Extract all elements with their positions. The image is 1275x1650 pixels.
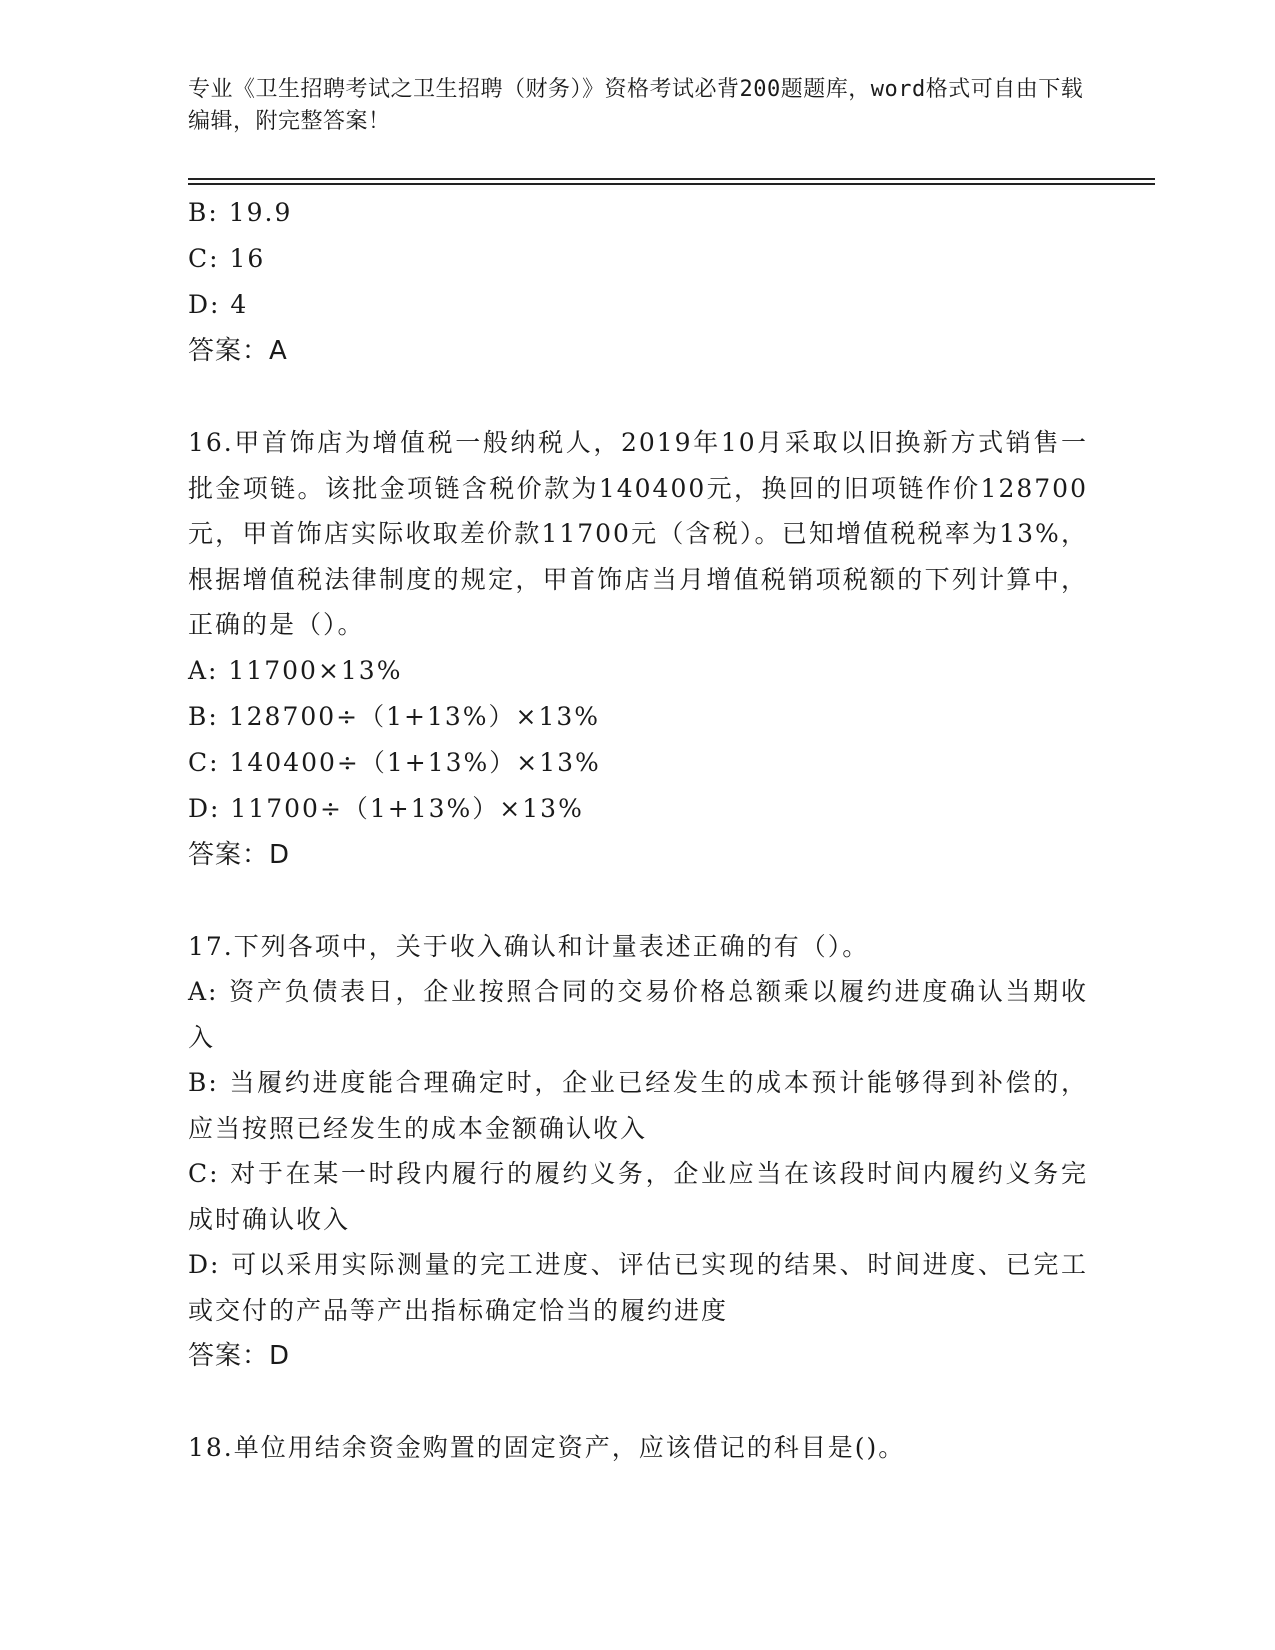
option-d: D: 可以采用实际测量的完工进度、评估已实现的结果、时间进度、已完工或交付的产品等产出指标确定恰当的履约进度 [188, 1250, 1088, 1325]
option-c: C: 140400÷（1+13%）×13% [188, 747, 601, 777]
question-17 [188, 924, 1088, 1380]
header-rule-top [188, 178, 1155, 180]
option-a: A: 11700×13% [188, 655, 403, 685]
question-content [188, 190, 1088, 1471]
question-text: 17.下列各项中，关于收入确认和计量表述正确的有（）。 [188, 931, 870, 961]
option-a: A: 资产负债表日，企业按照合同的交易价格总额乘以履约进度确认当期收入 [188, 977, 1088, 1052]
header-rule-bottom [188, 183, 1155, 185]
option-b: B: 128700÷（1+13%）×13% [188, 701, 601, 731]
option-c: C: 16 [188, 244, 266, 273]
question-16 [188, 420, 1088, 878]
question-text: 16.甲首饰店为增值税一般纳税人，2019年10月采取以旧换新方式销售一批金项链。该批金项链含税价款为140400元，换回的旧项链作价128700元，甲首饰店实际收取差价款11700元（含税）。已知增值税税率为13%，根据增值税法律制度的规定，甲首饰店当月增值税销项税额的下列计算中，正确的是（）。 [188, 428, 1088, 639]
option-b: B: 19.9 [188, 198, 293, 227]
option-b: B: 当履约进度能合理确定时，企业已经发生的成本预计能够得到补偿的，应当按照已经发生的成本金额确认收入 [188, 1068, 1088, 1143]
header-title: 专业《卫生招聘考试之卫生招聘（财务）》资格考试必背200题题库，word格式可自由下载编辑，附完整答案！ [188, 77, 1084, 134]
answer-line: 答案：A [188, 336, 288, 366]
option-c: C: 对于在某一时段内履行的履约义务，企业应当在该段时间内履约义务完成时确认收入 [188, 1159, 1088, 1234]
answer-line: 答案：D [188, 1341, 291, 1371]
document-header [188, 74, 1088, 138]
option-d: D: 11700÷（1+13%）×13% [188, 793, 584, 823]
question-18 [188, 1425, 1088, 1471]
question-text: 18.单位用结余资金购置的固定资产，应该借记的科目是()。 [188, 1433, 906, 1462]
prev-question [188, 190, 1088, 374]
option-d: D: 4 [188, 290, 249, 319]
answer-line: 答案：D [188, 839, 291, 870]
